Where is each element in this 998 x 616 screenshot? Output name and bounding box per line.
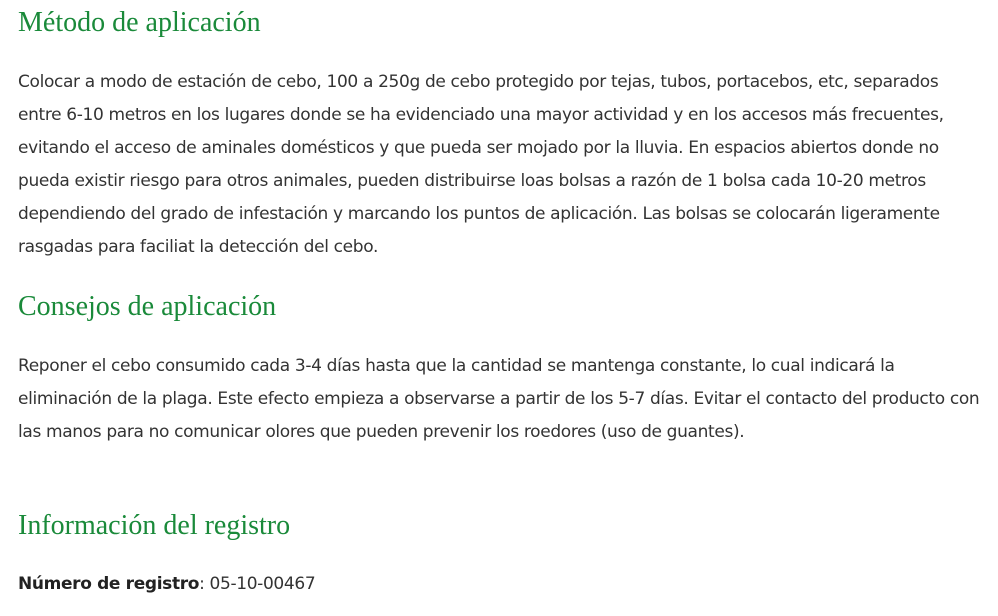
registro-separator: : <box>199 574 210 594</box>
registro-value: 05-10-00467 <box>209 574 316 594</box>
registro-heading: Información del registro <box>18 510 291 541</box>
consejos-heading: Consejos de aplicación <box>18 291 277 322</box>
metodo-heading: Método de aplicación <box>18 7 261 38</box>
metodo-paragraph: Colocar a modo de estación de cebo, 100 a 250g de cebo protegido por tejas, tubos, portacebos, etc, separados entre 6-10 metros en los lugares donde se ha evidenciado una mayor actividad y en los accesos más frecuentes, evitando el acceso de aminales domésticos y que pueda ser mojado por la lluvia. En espacios abiertos donde no pueda existir riesgo para otros animales, pueden distribuirse loas bolsas a razón de 1 bolsa cada 10-20 metros dependiendo del grado de infestación y marcando los puntos de aplicación. Las bolsas se colocarán ligeramente rasgadas para faciliat la detección del cebo. <box>18 72 944 257</box>
registro-label: Número de registro <box>18 574 200 594</box>
registro-line <box>18 568 315 601</box>
consejos-paragraph: Reponer el cebo consumido cada 3-4 días hasta que la cantidad se mantenga constante, lo cual indicará la eliminación de la plaga. Este efecto empieza a observarse a partir de los 5-7 días. Evitar el contacto del producto con las manos para no comunicar olores que pueden prevenir los roedores (uso de guantes). <box>18 356 980 442</box>
